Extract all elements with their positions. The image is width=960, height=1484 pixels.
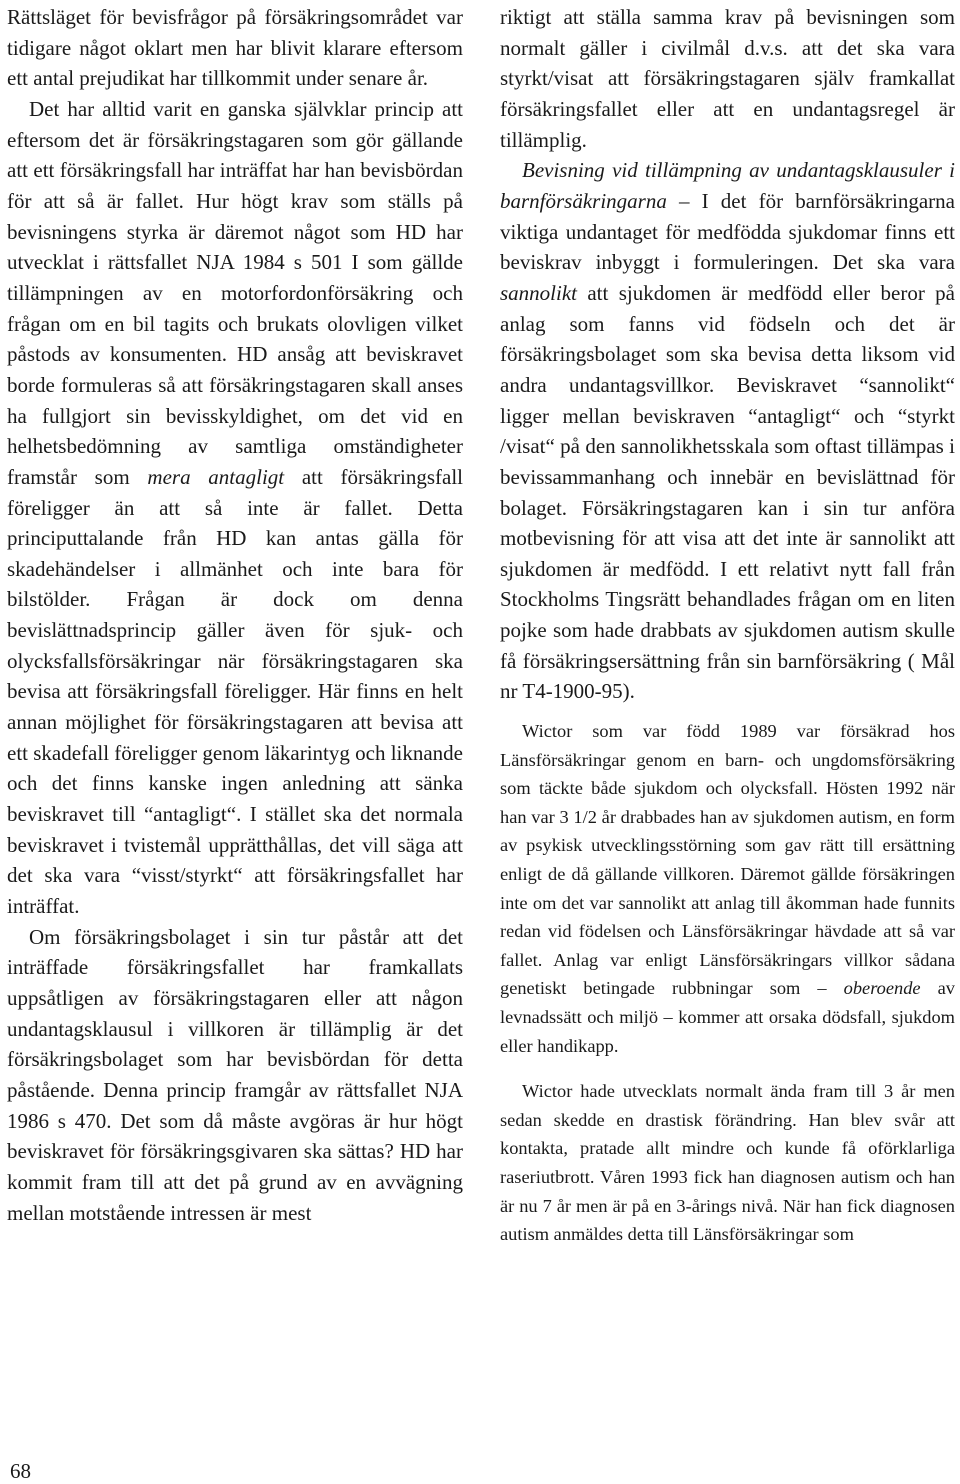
emphasis: sannolikt [500, 280, 577, 305]
left-column [7, 2, 463, 1228]
paragraph [500, 717, 955, 1060]
page-number: 68 [10, 1459, 31, 1483]
right-column [500, 2, 955, 1249]
emphasis: oberoende [843, 978, 921, 999]
text-run: att sjukdomen är medfödd eller beror på anlag som fanns vid födseln och det är försäkringsbolaget som ska bevisa detta liksom vid andra undantagsvillkor. Beviskravet “sannolikt“ ligger mellan beviskraven “antagligt“ och “styrkt /visat“ på den sannolikhetsskala som oftast tillämpas i bevissammanhang och innebär en bevislättnad för bolaget. Försäkringstagaren kan i sin tur anföra motbevisning för att visa att det inte är sannolikt att sjukdomen är medfödd. I ett relativt nytt fall från Stockholms Tingsrätt behandlades frågan om en liten pojke som hade drabbats av sjukdomen autism skulle få försäkringsersättning från sin barnförsäkring ( Mål nr T4-1900-95). [500, 280, 955, 704]
emphasis: mera antagligt [147, 464, 285, 489]
paragraph: riktigt att ställa samma krav på bevisningen som normalt gäller i civilmål d.v.s. att det ska vara styrkt/visat att försäkringstagaren själv framkallat försäkringsfallet eller att en undantagsregel är tillämplig. [500, 5, 955, 152]
text-run: att försäkringsfall föreligger än att så inte är fallet. Detta principuttalande från HD kan antas gälla för skadehändelser i allmänhet och inte bara för bilstölder. Frågan är dock om denna bevislättnadsprincip gäller även för sjuk- och olycksfallsförsäkringar när försäkringstagaren ska bevisa att försäkringsfall föreligger. Här finns en helt annan möjlighet för försäkringstagaren att bevisa att ett skadefall föreligger genom läkarintyg och liknande och det finns kanske ingen anledning att sänka beviskravet till “antagligt“. I stället ska det normala beviskravet i tvistemål upprätthållas, det vill säga att det ska vara “visst/styrkt“ att försäkringsfallet har inträffat. [7, 464, 464, 919]
text-run: Det har alltid varit en ganska självklar princip att eftersom det är försäkringstagaren som gör gällande att ett försäkringsfall har inträffat har han bevisbördan för att så är fallet. Hur högt krav som ställs på bevisningens styrka är däremot något som HD har utvecklat i rättsfallet NJA 1984 s 501 I som gällde tillämpningen av en motorfordonförsäkring och frågan om en bil tagits och brukats olovligen vilket påstods av konsumenten. HD ansåg att beviskravet borde formuleras så att försäkringstagaren skall anses ha fullgjort sin bevisskyldighet, om det vid en helhetsbedömning av samtliga omständigheter framstår som [7, 96, 463, 489]
paragraph [7, 94, 463, 922]
section-heading: Bevisning vid tillämpning av undantagsklausuler i barnförsäkringarna [500, 158, 955, 213]
text-run: av levnadssätt och miljö – kommer att orsaka dödsfall, sjukdom eller handikapp. [500, 978, 955, 1056]
paragraph: Wictor hade utvecklats normalt ända fram till 3 år men sedan skedde en drastisk förändring. Han blev svår att kontakta, pratade allt mindre och kunde få oförklarliga raseriutbrott. Våren 1993 fick han diagnosen autism och han är nu 7 år men är på en 3-årings nivå. När han fick diagnosen autism anmäldes detta till Länsförsäkringar som [500, 1081, 955, 1245]
paragraph: Om försäkringsbolaget i sin tur påstår att det inträffade försäkringsfallet har framkallats uppsåtligen av försäkringstagaren eller att någon undantagsklausul i villkoren är tillämplig är det försäkringsbolaget som har bevisbördan för detta påstående. Denna princip framgår av rättsfallet NJA 1986 s 470. Det som då måste avgöras är hur högt beviskravet för försäkringsgivaren ska sättas? HD har kommit fram till att det på grund av en avvägning mellan motstående intressen är mest [7, 924, 463, 1225]
text-run: – I det för barnförsäkringarna viktiga undantaget för medfödda sjukdomar finns ett beviskrav inbyggt i formuleringen. Det ska vara [500, 188, 955, 275]
text-run: Wictor som var född 1989 var försäkrad hos Länsförsäkringar genom en barn- och ungdomsförsäkring som täckte både sjukdom och olycksfall. Hösten 1992 när han var 3 1/2 år drabbades han av sjukdomen autism, en form av psykisk utvecklingsstörning som gav rätt till ersättning enligt de då gällande villkoren. Däremot gällde försäkringen inte om det var sannolikt att anlag till åkomman hade funnits redan vid födelsen och Länsförsäkringar hävdade att så var fallet. Anlag var enligt Länsförsäkringars villkor sådana genetiskt betingade rubbningar som – [500, 721, 955, 999]
paragraph [500, 155, 955, 707]
paragraph: Rättsläget för bevisfrågor på försäkringsområdet var tidigare något oklart men har blivit klarare eftersom ett antal prejudikat har tillkommit under senare år. [7, 5, 463, 91]
